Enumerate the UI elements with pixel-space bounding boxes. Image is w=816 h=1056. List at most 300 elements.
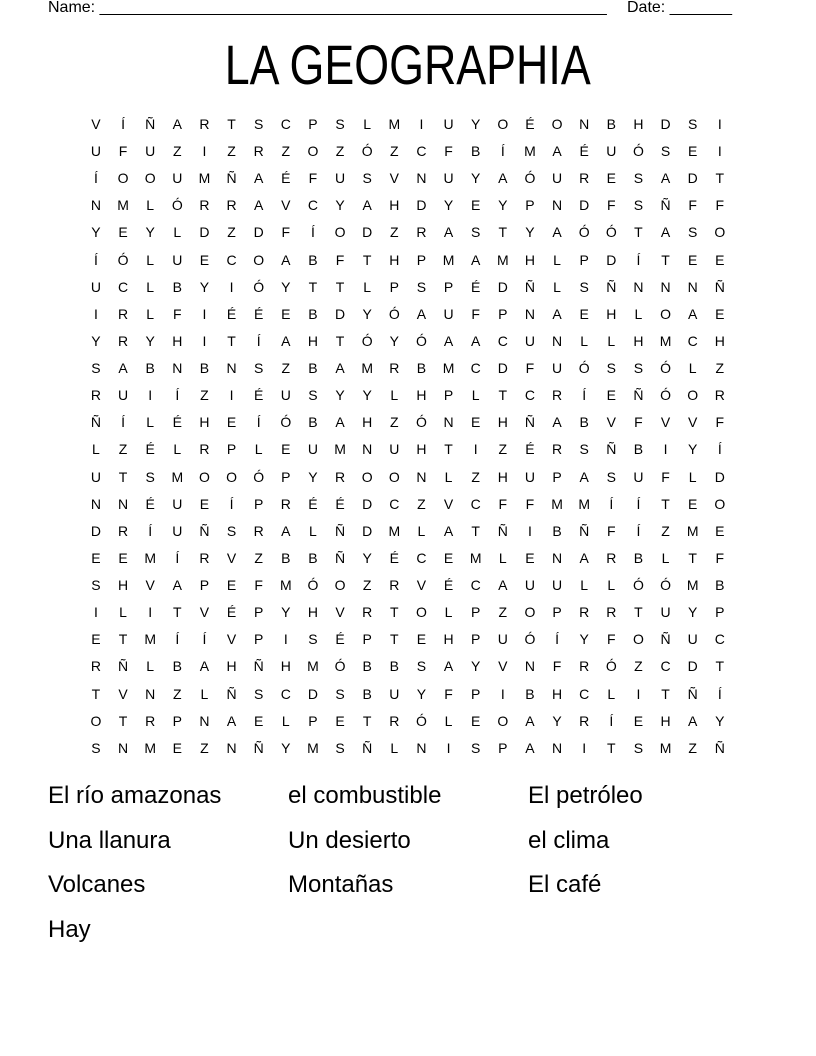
grid-letter: M bbox=[388, 115, 401, 132]
grid-letter: M bbox=[334, 441, 346, 458]
grid-letter: T bbox=[390, 604, 399, 621]
grid-letter: E bbox=[688, 251, 698, 268]
word-list-item: El río amazonas bbox=[48, 782, 222, 809]
grid-letter: Y bbox=[471, 658, 481, 675]
grid-letter: T bbox=[118, 712, 128, 729]
grid-letter: N bbox=[172, 360, 183, 377]
grid-letter: A bbox=[579, 549, 589, 566]
grid-letter: Í bbox=[636, 251, 641, 268]
grid-letter: R bbox=[199, 549, 210, 566]
grid-letter: I bbox=[419, 115, 424, 132]
grid-letter: Y bbox=[471, 115, 481, 132]
grid-letter: O bbox=[497, 115, 509, 132]
grid-letter: U bbox=[524, 332, 536, 349]
grid-row bbox=[82, 273, 733, 300]
grid-letter: T bbox=[634, 224, 643, 241]
grid-letter: R bbox=[714, 387, 725, 404]
grid-letter: I bbox=[500, 685, 505, 702]
grid-letter: R bbox=[90, 387, 102, 404]
grid-letter: M bbox=[361, 360, 374, 377]
grid-letter: R bbox=[389, 360, 400, 377]
grid-letter: M bbox=[442, 360, 455, 377]
grid-letter: P bbox=[525, 197, 535, 214]
grid-letter: E bbox=[118, 549, 128, 566]
grid-letter: U bbox=[172, 251, 183, 268]
grid-letter: F bbox=[525, 360, 535, 377]
grid-letter: U bbox=[172, 495, 183, 512]
grid-letter: Ñ bbox=[633, 387, 644, 404]
grid-letter: Z bbox=[471, 468, 480, 485]
grid-letter: S bbox=[254, 360, 264, 377]
grid-letter: L bbox=[92, 441, 100, 458]
grid-letter: S bbox=[579, 441, 589, 458]
grid-row bbox=[82, 409, 733, 436]
grid-letter: E bbox=[91, 549, 101, 566]
grid-letter: É bbox=[226, 604, 237, 621]
grid-letter: M bbox=[388, 522, 401, 539]
grid-letter: Z bbox=[661, 522, 670, 539]
grid-letter: T bbox=[227, 115, 236, 132]
grid-letter: Í bbox=[229, 495, 234, 512]
grid-letter: Z bbox=[200, 739, 209, 756]
grid-letter: Y bbox=[688, 441, 698, 458]
grid-letter: O bbox=[524, 604, 536, 621]
grid-letter: É bbox=[335, 631, 345, 648]
grid-letter: U bbox=[172, 522, 183, 539]
grid-letter: Y bbox=[91, 224, 101, 241]
grid-letter: Ñ bbox=[253, 739, 264, 756]
grid-letter: S bbox=[145, 468, 155, 485]
grid-letter: B bbox=[362, 658, 372, 675]
grid-letter: C bbox=[280, 685, 291, 702]
grid-letter: A bbox=[362, 197, 372, 214]
grid-letter: S bbox=[226, 522, 237, 539]
grid-letter: Ó bbox=[171, 197, 183, 214]
grid-letter: R bbox=[199, 197, 210, 214]
grid-letter: C bbox=[497, 332, 508, 349]
grid-letter: F bbox=[471, 305, 480, 322]
grid-letter: C bbox=[470, 495, 481, 512]
grid-letter: B bbox=[362, 685, 372, 702]
grid-letter: O bbox=[361, 468, 373, 485]
grid-row bbox=[82, 463, 733, 490]
grid-letter: I bbox=[94, 305, 98, 322]
grid-letter: L bbox=[200, 685, 209, 702]
grid-letter: T bbox=[661, 685, 670, 702]
grid-letter: E bbox=[525, 549, 535, 566]
grid-letter: Y bbox=[362, 549, 372, 566]
grid-letter: E bbox=[443, 549, 454, 566]
word-list-item: Hay bbox=[48, 915, 91, 943]
grid-letter: R bbox=[253, 143, 264, 160]
grid-letter: H bbox=[226, 658, 237, 675]
grid-letter: L bbox=[471, 387, 480, 404]
grid-letter: C bbox=[524, 387, 536, 404]
grid-letter: É bbox=[254, 387, 264, 404]
grid-letter: F bbox=[688, 197, 697, 214]
grid-letter: B bbox=[471, 143, 481, 160]
grid-row bbox=[82, 599, 733, 626]
grid-letter: E bbox=[226, 577, 237, 594]
grid-letter: I bbox=[202, 305, 207, 322]
grid-letter: U bbox=[389, 685, 400, 702]
grid-letter: A bbox=[335, 360, 345, 377]
grid-letter: U bbox=[606, 143, 617, 160]
grid-letter: E bbox=[688, 495, 698, 512]
grid-letter: E bbox=[199, 251, 210, 268]
grid-letter: E bbox=[471, 414, 481, 431]
grid-letter: C bbox=[389, 495, 400, 512]
grid-letter: Ñ bbox=[714, 739, 725, 756]
grid-letter: N bbox=[552, 549, 563, 566]
grid-letter: P bbox=[362, 631, 372, 648]
grid-letter: B bbox=[308, 360, 318, 377]
grid-letter: O bbox=[253, 251, 265, 268]
grid-letter: L bbox=[634, 305, 643, 322]
grid-letter: D bbox=[416, 197, 427, 214]
grid-letter: N bbox=[226, 360, 237, 377]
grid-letter: E bbox=[254, 712, 264, 729]
grid-letter: E bbox=[471, 197, 481, 214]
grid-letter: U bbox=[90, 468, 102, 485]
grid-letter: Z bbox=[390, 143, 399, 160]
grid-letter: M bbox=[144, 631, 157, 648]
grid-letter: E bbox=[579, 305, 589, 322]
grid-row bbox=[82, 219, 733, 246]
grid-letter: A bbox=[443, 658, 454, 675]
grid-letter: É bbox=[308, 495, 318, 512]
grid-letter: F bbox=[634, 414, 643, 431]
grid-letter: I bbox=[528, 522, 532, 539]
grid-letter: S bbox=[633, 360, 644, 377]
word-list-item: el combustible bbox=[288, 782, 442, 809]
grid-letter: T bbox=[308, 278, 318, 295]
grid-letter: P bbox=[308, 712, 318, 729]
grid-letter: A bbox=[688, 305, 698, 322]
grid-letter: C bbox=[714, 631, 725, 648]
grid-letter: Ñ bbox=[714, 278, 725, 295]
grid-letter: A bbox=[552, 143, 562, 160]
grid-letter: Z bbox=[227, 224, 236, 241]
grid-letter: É bbox=[281, 170, 291, 187]
grid-letter: É bbox=[226, 305, 237, 322]
grid-letter: O bbox=[90, 712, 102, 729]
grid-letter: Ñ bbox=[606, 441, 617, 458]
word-list-item: Montañas bbox=[288, 871, 394, 898]
grid-letter: U bbox=[443, 115, 454, 132]
grid-letter: H bbox=[497, 414, 508, 431]
grid-letter: H bbox=[362, 414, 373, 431]
grid-letter: B bbox=[199, 360, 210, 377]
grid-letter: S bbox=[471, 739, 481, 756]
grid-letter: M bbox=[469, 549, 482, 566]
grid-letter: U bbox=[524, 468, 536, 485]
grid-letter: E bbox=[199, 495, 210, 512]
letter-grid bbox=[82, 110, 733, 761]
grid-letter: N bbox=[118, 739, 129, 756]
grid-letter: H bbox=[660, 712, 671, 729]
grid-letter: B bbox=[172, 658, 182, 675]
grid-letter: L bbox=[444, 712, 453, 729]
grid-letter: L bbox=[146, 251, 155, 268]
grid-letter: E bbox=[606, 387, 616, 404]
grid-letter: É bbox=[525, 115, 535, 132]
grid-letter: H bbox=[172, 332, 183, 349]
grid-letter: H bbox=[389, 251, 400, 268]
grid-letter: Ó bbox=[388, 305, 400, 322]
grid-letter: O bbox=[117, 170, 129, 187]
grid-letter: Ñ bbox=[90, 414, 102, 431]
grid-letter: Z bbox=[227, 143, 236, 160]
grid-letter: F bbox=[173, 305, 182, 322]
grid-letter: P bbox=[199, 577, 210, 594]
grid-letter: Ñ bbox=[226, 170, 237, 187]
grid-letter: R bbox=[118, 305, 129, 322]
grid-letter: D bbox=[90, 522, 102, 539]
grid-letter: Z bbox=[688, 739, 697, 756]
grid-letter: Í bbox=[175, 631, 180, 648]
grid-letter: A bbox=[660, 170, 671, 187]
grid-letter: B bbox=[389, 658, 399, 675]
grid-letter: A bbox=[281, 251, 291, 268]
grid-row bbox=[82, 165, 733, 192]
grid-letter: S bbox=[660, 143, 671, 160]
grid-letter: F bbox=[118, 143, 128, 160]
grid-letter: U bbox=[443, 305, 454, 322]
grid-letter: V bbox=[226, 631, 237, 648]
grid-letter: F bbox=[715, 197, 725, 214]
grid-letter: Ó bbox=[633, 143, 644, 160]
grid-letter: R bbox=[145, 712, 156, 729]
grid-letter: C bbox=[660, 658, 671, 675]
grid-letter: Ñ bbox=[660, 197, 671, 214]
grid-letter: Z bbox=[281, 360, 291, 377]
grid-letter: O bbox=[497, 712, 509, 729]
grid-letter: D bbox=[253, 224, 264, 241]
grid-letter: D bbox=[307, 685, 319, 702]
grid-letter: H bbox=[280, 658, 291, 675]
grid-letter: P bbox=[226, 441, 237, 458]
grid-letter: Ó bbox=[524, 170, 536, 187]
grid-letter: Z bbox=[173, 143, 182, 160]
grid-letter: B bbox=[525, 685, 535, 702]
grid-letter: Ñ bbox=[118, 658, 129, 675]
grid-letter: S bbox=[416, 658, 427, 675]
grid-letter: Ó bbox=[660, 577, 672, 594]
grid-letter: I bbox=[148, 604, 153, 621]
grid-letter: N bbox=[199, 712, 210, 729]
grid-letter: Y bbox=[389, 332, 399, 349]
grid-letter: R bbox=[118, 522, 129, 539]
grid-letter: P bbox=[443, 387, 454, 404]
grid-letter: H bbox=[443, 631, 454, 648]
grid-letter: D bbox=[362, 495, 373, 512]
grid-letter: Ó bbox=[605, 224, 617, 241]
grid-letter: A bbox=[254, 170, 264, 187]
grid-letter: Ñ bbox=[687, 685, 698, 702]
grid-letter: Y bbox=[715, 712, 725, 729]
grid-letter: V bbox=[91, 115, 101, 132]
grid-letter: Ñ bbox=[226, 685, 237, 702]
grid-letter: Í bbox=[717, 441, 722, 458]
grid-row bbox=[82, 110, 733, 137]
grid-letter: L bbox=[309, 522, 317, 539]
grid-letter: L bbox=[688, 360, 697, 377]
grid-letter: R bbox=[199, 441, 210, 458]
grid-letter: L bbox=[390, 739, 399, 756]
grid-letter: P bbox=[254, 495, 264, 512]
grid-letter: S bbox=[416, 278, 427, 295]
grid-letter: U bbox=[118, 387, 129, 404]
grid-letter: M bbox=[171, 468, 184, 485]
grid-letter: A bbox=[552, 414, 562, 431]
grid-letter: V bbox=[660, 414, 671, 431]
grid-letter: O bbox=[226, 468, 238, 485]
grid-letter: D bbox=[687, 170, 698, 187]
grid-letter: I bbox=[446, 739, 451, 756]
grid-letter: N bbox=[226, 739, 237, 756]
grid-letter: N bbox=[660, 278, 671, 295]
grid-letter: S bbox=[308, 631, 318, 648]
grid-letter: A bbox=[335, 414, 345, 431]
grid-letter: O bbox=[388, 468, 400, 485]
name-field-label: Name: _________________________________________________________ bbox=[48, 0, 607, 16]
grid-letter: N bbox=[416, 739, 427, 756]
grid-letter: L bbox=[688, 468, 697, 485]
grid-letter: E bbox=[281, 441, 291, 458]
grid-letter: A bbox=[172, 577, 182, 594]
grid-letter: P bbox=[471, 685, 481, 702]
grid-letter: Y bbox=[416, 685, 427, 702]
grid-letter: Ó bbox=[416, 414, 427, 431]
grid-letter: Ñ bbox=[497, 522, 508, 539]
grid-letter: A bbox=[443, 522, 454, 539]
grid-letter: E bbox=[118, 224, 128, 241]
grid-letter: N bbox=[362, 441, 373, 458]
grid-letter: O bbox=[416, 604, 427, 621]
grid-letter: N bbox=[633, 278, 644, 295]
grid-row bbox=[82, 707, 733, 734]
grid-letter: S bbox=[688, 115, 698, 132]
grid-letter: V bbox=[145, 577, 155, 594]
grid-letter: P bbox=[715, 604, 725, 621]
grid-letter: P bbox=[281, 468, 291, 485]
grid-letter: Í bbox=[94, 170, 98, 187]
grid-letter: L bbox=[146, 414, 155, 431]
grid-letter: Y bbox=[552, 712, 562, 729]
grid-letter: Z bbox=[335, 143, 345, 160]
grid-letter: F bbox=[607, 197, 616, 214]
grid-letter: A bbox=[498, 577, 508, 594]
grid-letter: H bbox=[714, 332, 725, 349]
grid-letter: Y bbox=[145, 224, 155, 241]
grid-letter: E bbox=[416, 631, 427, 648]
grid-letter: Ó bbox=[633, 577, 644, 594]
grid-letter: L bbox=[254, 441, 263, 458]
grid-row bbox=[82, 734, 733, 761]
grid-letter: A bbox=[281, 332, 291, 349]
grid-letter: V bbox=[498, 658, 508, 675]
grid-letter: Y bbox=[308, 468, 318, 485]
grid-letter: F bbox=[444, 685, 453, 702]
grid-letter: N bbox=[579, 115, 590, 132]
grid-letter: P bbox=[416, 251, 427, 268]
grid-letter: S bbox=[91, 360, 101, 377]
grid-letter: H bbox=[552, 685, 563, 702]
grid-letter: V bbox=[688, 414, 698, 431]
grid-letter: R bbox=[253, 522, 264, 539]
grid-letter: U bbox=[90, 278, 102, 295]
word-list-item: El café bbox=[528, 871, 602, 898]
grid-letter: H bbox=[118, 577, 129, 594]
grid-letter: Y bbox=[335, 387, 345, 404]
grid-letter: U bbox=[443, 170, 454, 187]
grid-letter: R bbox=[280, 495, 291, 512]
grid-letter: Z bbox=[281, 143, 291, 160]
word-list-item: Una llanura bbox=[48, 826, 171, 854]
grid-letter: A bbox=[552, 305, 562, 322]
grid-letter: R bbox=[552, 387, 563, 404]
grid-letter: N bbox=[443, 414, 454, 431]
grid-letter: U bbox=[497, 631, 508, 648]
grid-letter: Í bbox=[148, 522, 153, 539]
grid-letter: Í bbox=[175, 549, 180, 566]
grid-letter: T bbox=[498, 387, 508, 404]
grid-letter: L bbox=[607, 332, 616, 349]
grid-letter: S bbox=[606, 360, 616, 377]
grid-letter: A bbox=[579, 468, 589, 485]
page-title-container bbox=[0, 33, 816, 96]
grid-letter: S bbox=[633, 739, 644, 756]
grid-letter: N bbox=[687, 278, 698, 295]
grid-letter: É bbox=[471, 278, 481, 295]
grid-letter: O bbox=[199, 468, 210, 485]
grid-letter: E bbox=[715, 305, 725, 322]
grid-letter: V bbox=[443, 495, 454, 512]
grid-letter: A bbox=[471, 332, 481, 349]
grid-letter: O bbox=[144, 170, 156, 187]
grid-letter: L bbox=[146, 197, 155, 214]
grid-letter: S bbox=[633, 170, 644, 187]
grid-letter: Y bbox=[91, 332, 101, 349]
grid-letter: D bbox=[335, 305, 346, 322]
grid-letter: Ñ bbox=[335, 522, 346, 539]
grid-letter: Í bbox=[500, 143, 505, 160]
grid-row bbox=[82, 436, 733, 463]
grid-letter: D bbox=[687, 658, 698, 675]
grid-letter: I bbox=[202, 143, 207, 160]
grid-letter: E bbox=[633, 712, 644, 729]
grid-letter: E bbox=[281, 305, 291, 322]
grid-letter: O bbox=[687, 387, 699, 404]
grid-letter: D bbox=[497, 278, 508, 295]
grid-letter: Ñ bbox=[253, 658, 264, 675]
grid-letter: N bbox=[145, 685, 156, 702]
grid-letter: F bbox=[308, 170, 318, 187]
grid-letter: Z bbox=[118, 441, 128, 458]
grid-letter: D bbox=[497, 360, 508, 377]
grid-letter: C bbox=[416, 549, 427, 566]
grid-letter: O bbox=[660, 305, 672, 322]
grid-letter: T bbox=[607, 739, 616, 756]
grid-letter: T bbox=[362, 251, 372, 268]
grid-letter: I bbox=[229, 387, 234, 404]
grid-letter: M bbox=[307, 658, 319, 675]
grid-letter: I bbox=[202, 332, 207, 349]
grid-letter: T bbox=[634, 604, 643, 621]
grid-letter: P bbox=[254, 604, 264, 621]
grid-letter: I bbox=[473, 441, 478, 458]
